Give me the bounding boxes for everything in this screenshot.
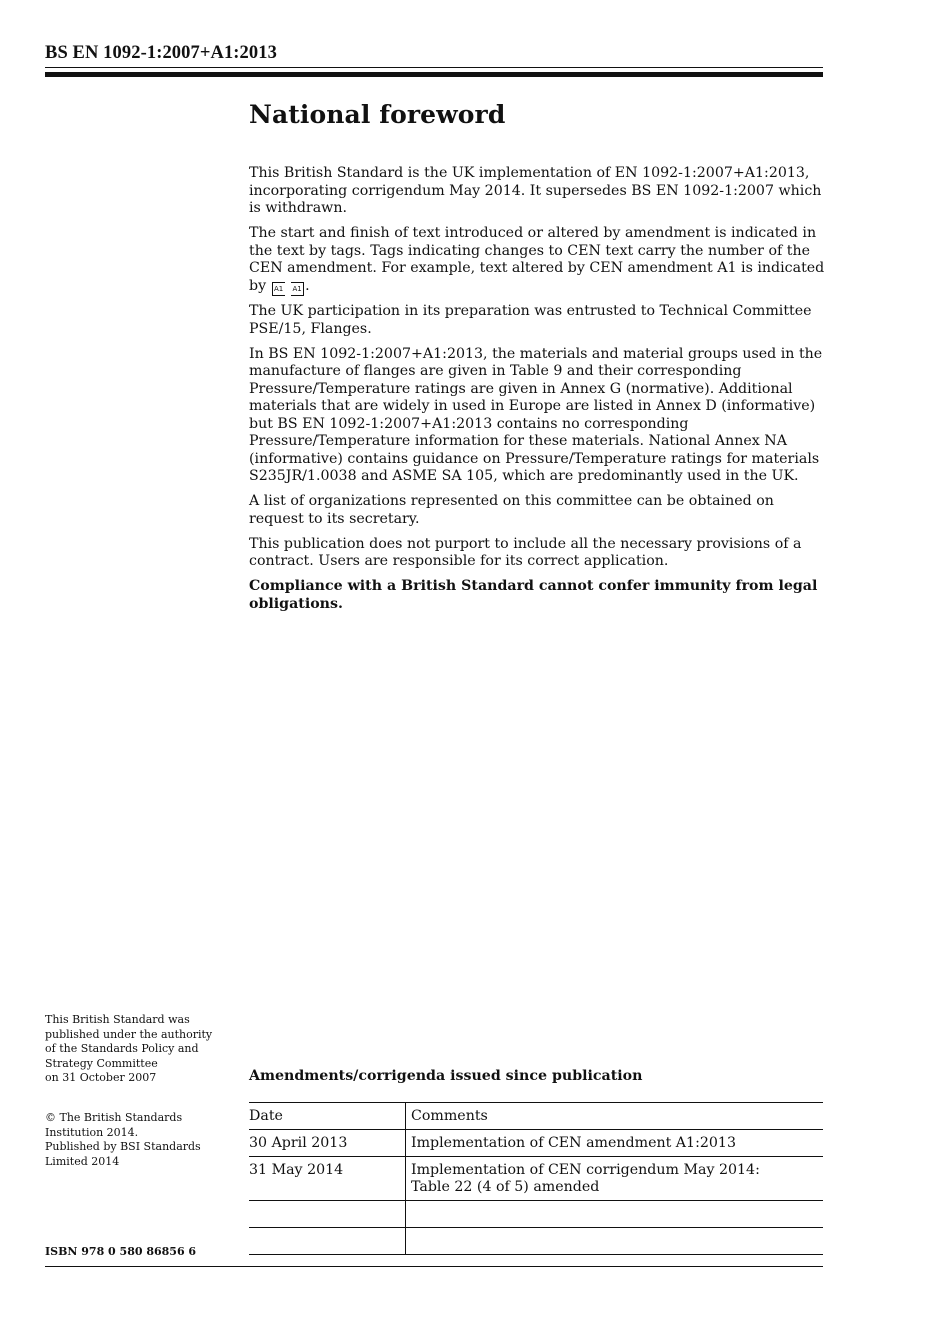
table-cell-date: 31 May 2014: [249, 1157, 406, 1201]
amendments-table: [249, 1102, 823, 1255]
paragraph-committee: The UK participation in its preparation was entrusted to Technical Committee PSE/15, Flanges.: [249, 303, 812, 337]
table-cell-comment: Implementation of CEN amendment A1:2013: [406, 1130, 824, 1157]
amendment-close-tag-icon: A1: [291, 282, 304, 296]
paragraph-contract: This publication does not purport to include all the necessary provisions of a contract. Users are responsible for its correct application.: [249, 535, 802, 569]
table-cell-comment: [406, 1157, 824, 1201]
table-row: [249, 1157, 823, 1201]
publication-note-line: of the Standards Policy and: [45, 1042, 199, 1055]
table-cell-date: 30 April 2013: [249, 1130, 406, 1157]
table-header-row: [249, 1103, 823, 1130]
publication-note-line: This British Standard was: [45, 1013, 190, 1026]
publication-note-line: on 31 October 2007: [45, 1071, 157, 1084]
amendment-open-tag-icon: A1: [272, 282, 285, 296]
document-id-header: BS EN 1092-1:2007+A1:2013: [45, 43, 277, 63]
paragraph-organizations: A list of organizations represented on this committee can be obtained on request to its secretary.: [249, 493, 774, 527]
table-cell-comment-line: Implementation of CEN corrigendum May 2014:: [411, 1162, 760, 1178]
table-row: [249, 1130, 823, 1157]
page-title: National foreword: [249, 100, 506, 129]
publication-note-line: published under the authority: [45, 1027, 213, 1041]
table-cell-empty: [406, 1228, 824, 1255]
footer-rule: [45, 1266, 823, 1267]
table-header-comments: Comments: [406, 1103, 824, 1130]
foreword-body: [249, 165, 825, 621]
amendments-heading: Amendments/corrigenda issued since publication: [249, 1068, 643, 1084]
paragraph-compliance: Compliance with a British Standard cannot confer immunity from legal obligations.: [249, 578, 818, 612]
table-cell-empty: [406, 1201, 824, 1228]
publication-authority-note: [45, 1013, 230, 1086]
header-rule-thick: [45, 72, 823, 77]
copyright-note-line: Limited 2014: [45, 1154, 120, 1168]
copyright-note-line: © The British Standards: [45, 1111, 183, 1124]
isbn-number: ISBN 978 0 580 86856 6: [45, 1245, 197, 1258]
publication-note-line: Strategy Committee: [45, 1056, 158, 1070]
copyright-note: [45, 1111, 230, 1169]
paragraph-amendment-tags-text: The start and finish of text introduced or altered by amendment is indicated in the text by tags. Tags indicating changes to CEN text carry the number of the CEN amendment. For example, text altered by CEN amendment A1 is indicated by: [249, 225, 825, 294]
copyright-note-line: Published by BSI Standards: [45, 1140, 201, 1153]
paragraph-materials: In BS EN 1092-1:2007+A1:2013, the materials and material groups used in the manufacture of flanges are given in Table 9 and their corresponding Pressure/Temperature ratings are given in Annex G (normative). Additional materials that are widely in used in Europe are listed in Annex D (informative) but BS EN 1092-1:2007+A1:2013 contains no corresponding Pressure/Temperature information for these materials. National Annex NA (informative) contains guidance on Pressure/Temperature ratings for materials S235JR/1.0038 and ASME SA 105, which are predominantly used in the UK.: [249, 345, 823, 484]
paragraph-amendment-tags: [249, 225, 825, 296]
table-row-empty: [249, 1228, 823, 1255]
header-rule-thin: [45, 67, 823, 68]
table-cell-comment-line: Table 22 (4 of 5) amended: [411, 1179, 600, 1195]
table-header-date: Date: [249, 1103, 406, 1130]
table-cell-empty: [249, 1228, 406, 1255]
table-cell-empty: [249, 1201, 406, 1228]
paragraph-implementation: This British Standard is the UK implementation of EN 1092-1:2007+A1:2013, incorporating corrigendum May 2014. It supersedes BS EN 1092-1:2007 which is withdrawn.: [249, 165, 822, 216]
copyright-note-line: Institution 2014.: [45, 1125, 139, 1139]
paragraph-amendment-tags-end: .: [305, 277, 310, 294]
table-row-empty: [249, 1201, 823, 1228]
